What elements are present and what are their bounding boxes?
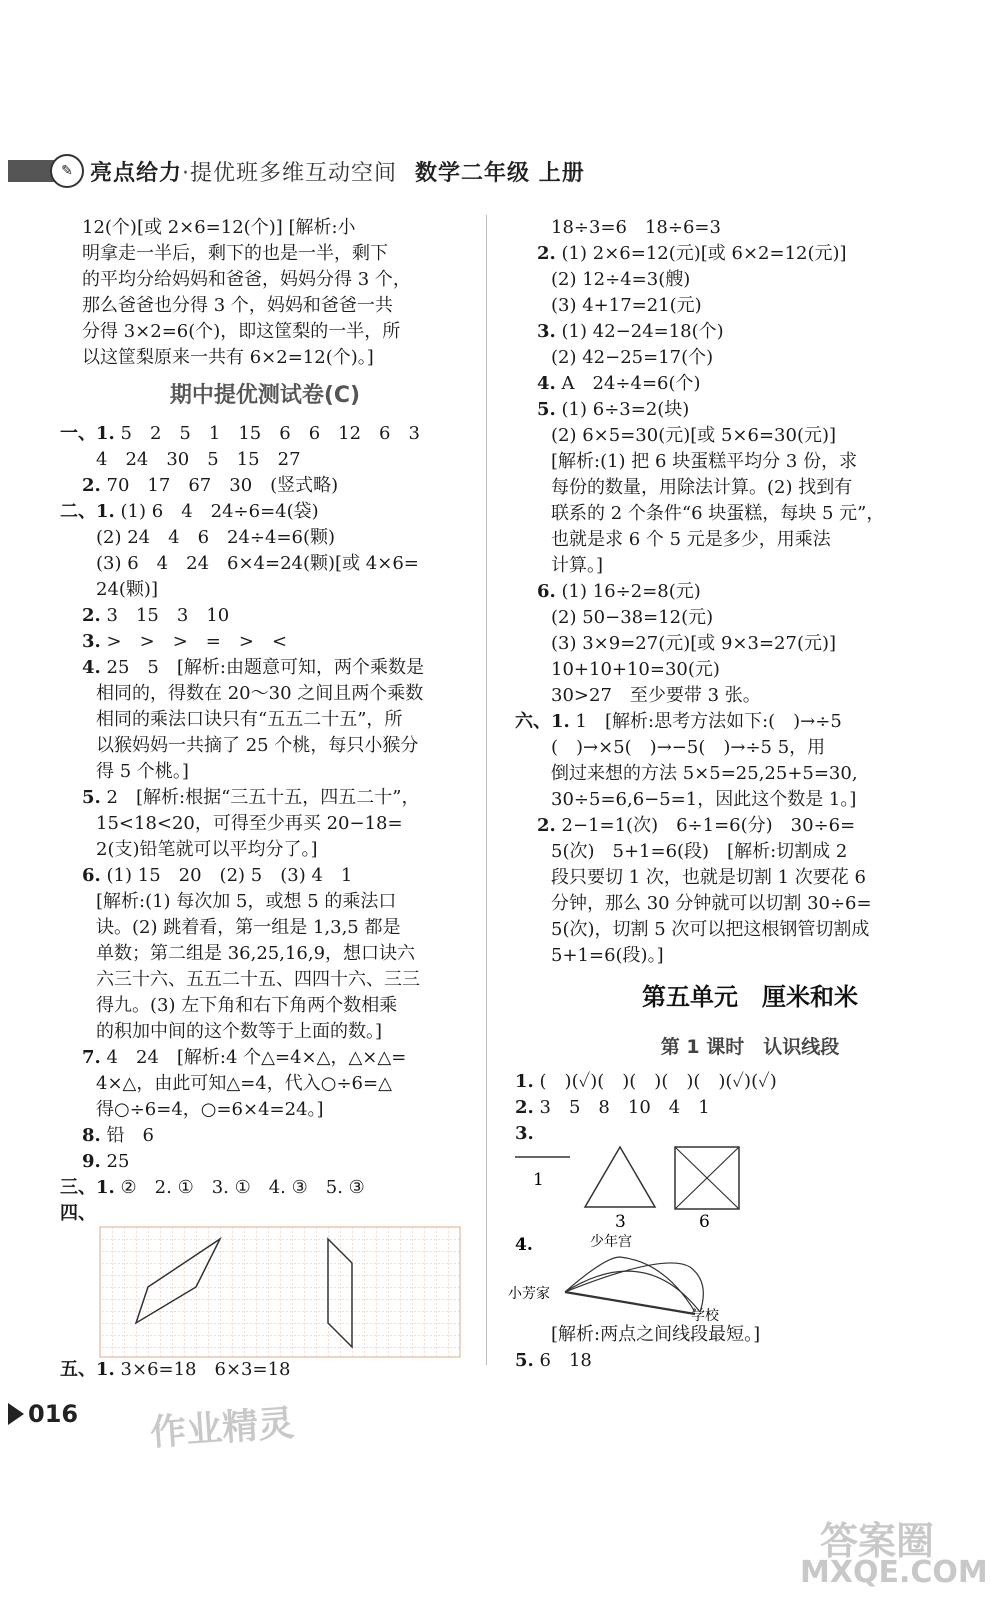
question-number: 2. bbox=[537, 243, 556, 264]
answer-text: 30>27 至少要带 3 张。 bbox=[551, 685, 761, 706]
answer-line: 的平均分给妈妈和爸爸，妈妈分得 3 个， bbox=[82, 269, 411, 290]
answer-text: (1) 2×6=12(元)[或 6×2=12(元)] bbox=[561, 243, 847, 264]
answer-text: 1 [解析:思考方法如下:( )→÷5 bbox=[575, 711, 842, 732]
question-number: 5. bbox=[537, 399, 556, 420]
title-separator: · bbox=[182, 161, 191, 186]
question-number: 6. bbox=[82, 865, 101, 886]
answer-text: 得 5 个桃。] bbox=[96, 761, 189, 782]
question-number: 8. bbox=[82, 1125, 101, 1146]
answer-text: (2) 42−25=17(个) bbox=[551, 347, 714, 368]
answer-text: 得九。(3) 左下角和右下角两个数相乘 bbox=[96, 995, 398, 1016]
answer-line bbox=[515, 1095, 985, 1121]
answer-line bbox=[515, 865, 985, 891]
answer-line bbox=[60, 759, 470, 785]
answer-line bbox=[60, 1149, 470, 1175]
answer-line bbox=[515, 917, 985, 943]
question-number: 一、1. bbox=[60, 423, 115, 444]
answer-line: 12(个)[或 2×6=12(个)] [解析:小 bbox=[82, 217, 356, 238]
question-number: 3. bbox=[537, 321, 556, 342]
answer-text: 2 [解析:根据“三五十五，四五二十”， bbox=[106, 787, 420, 808]
answer-text: 每份的数量，用除法计算。(2) 找到有 bbox=[551, 477, 853, 498]
answer-line bbox=[515, 527, 985, 553]
question-number: 三、1. bbox=[60, 1177, 115, 1198]
answer-line bbox=[60, 1071, 470, 1097]
answer-text: ② 2. ① 3. ① 4. ③ 5. ③ bbox=[120, 1177, 365, 1198]
answer-text: 4×△，由此可知△=4，代入○÷6=△ bbox=[96, 1073, 392, 1094]
answer-line bbox=[60, 837, 470, 863]
answer-line bbox=[60, 1357, 470, 1383]
answer-line bbox=[515, 683, 985, 709]
answer-text: [解析:两点之间线段最短。] bbox=[551, 1324, 761, 1345]
answer-line bbox=[515, 267, 985, 293]
question-number: 六、1. bbox=[515, 711, 570, 732]
curved-route bbox=[565, 1271, 700, 1312]
answer-text: 3×6=18 6×3=18 bbox=[120, 1359, 291, 1380]
answer-text: 2−1=1(次) 6÷1=6(分) 30÷6= bbox=[561, 815, 856, 836]
answer-line bbox=[515, 423, 985, 449]
answer-line bbox=[515, 839, 985, 865]
question-number: 4. bbox=[537, 373, 556, 394]
answer-line bbox=[60, 1019, 470, 1045]
answer-text: 10+10+10=30(元) bbox=[551, 659, 720, 680]
answer-line bbox=[515, 371, 985, 397]
answer-line bbox=[60, 967, 470, 993]
watermark: MXQE.COM bbox=[800, 1555, 988, 1590]
answer-text: 5(次)，切割 5 次可以把这根钢管切割成 bbox=[551, 919, 870, 940]
answer-line bbox=[60, 1123, 470, 1149]
answer-line bbox=[515, 891, 985, 917]
answer-text: 也就是求 6 个 5 元是多少，用乘法 bbox=[551, 529, 831, 550]
answer-line bbox=[60, 473, 470, 499]
answer-text: 相同的乘法口诀只有“五五二十五”，所 bbox=[96, 709, 403, 730]
right-answer-list bbox=[515, 215, 985, 969]
answer-line bbox=[60, 603, 470, 629]
watermark: 作业精灵 bbox=[148, 1403, 296, 1454]
left-answer-list bbox=[60, 421, 470, 1201]
answer-line bbox=[60, 1097, 470, 1123]
answer-line bbox=[515, 1322, 985, 1348]
book-name: 数学二年级 上册 bbox=[415, 161, 585, 186]
answer-line bbox=[515, 293, 985, 319]
answer-text: 六三十六、五五二十五、四四十六、三三 bbox=[96, 969, 420, 990]
column-divider bbox=[486, 215, 487, 1365]
grid-figure bbox=[100, 1227, 460, 1357]
answer-text: [解析:(1) 每次加 5，或想 5 的乘法口 bbox=[96, 891, 397, 912]
answer-text: 分钟，那么 30 分钟就可以切割 30÷6= bbox=[551, 893, 872, 914]
answer-line bbox=[60, 889, 470, 915]
question-number: 2. bbox=[82, 475, 101, 496]
unit-title: 第五单元 厘米和米 bbox=[642, 983, 858, 1011]
place-label-school: 学校 bbox=[691, 1308, 719, 1324]
grid-background bbox=[100, 1227, 460, 1357]
answer-line bbox=[515, 345, 985, 371]
answer-text: 单数；第二组是 36,25,16,9，想口诀六 bbox=[96, 943, 416, 964]
question-number: 6. bbox=[537, 581, 556, 602]
brand-name: 亮点给力 bbox=[90, 161, 183, 186]
answer-line bbox=[60, 421, 470, 447]
lesson-title: 第 1 课时 认识线段 bbox=[660, 1036, 840, 1058]
answer-line bbox=[515, 735, 985, 761]
play-triangle-icon bbox=[8, 1403, 24, 1425]
triangle-shape bbox=[585, 1147, 655, 1207]
answer-line bbox=[515, 449, 985, 475]
answer-text: 2(支)铅笔就可以平均分了。] bbox=[96, 839, 318, 860]
route-map bbox=[508, 1232, 985, 1324]
answer-text: 以猴妈妈一共摘了 25 个桃，每只小猴分 bbox=[96, 735, 419, 756]
answer-line bbox=[515, 215, 985, 241]
answer-line bbox=[515, 813, 985, 839]
answer-line bbox=[60, 655, 470, 681]
answer-line bbox=[515, 605, 985, 631]
answer-text: 25 5 [解析:由题意可知，两个乘数是 bbox=[106, 657, 424, 678]
answer-text: ( )→×5( )→−5( )→÷5 5，用 bbox=[551, 737, 826, 758]
question-number: 3. bbox=[515, 1123, 534, 1144]
answer-text: 70 17 67 30 (竖式略) bbox=[106, 475, 339, 496]
answer-line bbox=[60, 941, 470, 967]
answer-text: 4 24 [解析:4 个△=4×△，△×△= bbox=[106, 1047, 407, 1068]
series-name: 提优班多维互动空间 bbox=[190, 161, 398, 186]
answer-line bbox=[60, 863, 470, 889]
question-number: 3. bbox=[82, 631, 101, 652]
answer-text: 6 18 bbox=[539, 1350, 592, 1371]
brand-logo-icon: ✎ bbox=[50, 154, 84, 188]
header-title bbox=[90, 156, 585, 187]
answer-text: ( )(✓)( )( )( )( )(✓)(✓) bbox=[539, 1071, 777, 1092]
answer-text: 25 bbox=[106, 1151, 130, 1172]
answer-text: 计算。] bbox=[551, 555, 604, 576]
answer-text: 5 2 5 1 15 6 6 12 6 3 bbox=[120, 423, 420, 444]
answer-text: 5(次) 5+1=6(段) [解析:切割成 2 bbox=[551, 841, 848, 862]
answer-text: 4 24 30 5 15 27 bbox=[96, 449, 301, 470]
answer-text: [解析:(1) 把 6 块蛋糕平均分 3 份，求 bbox=[551, 451, 858, 472]
answer-line bbox=[60, 525, 470, 551]
answer-line bbox=[515, 397, 985, 423]
answer-line bbox=[60, 1045, 470, 1071]
right-column bbox=[508, 215, 985, 1374]
answer-line bbox=[515, 761, 985, 787]
answer-text: 30÷5=6,6−5=1，因此这个数是 1。] bbox=[551, 789, 857, 810]
answer-line: 以这筐梨原来一共有 6×2=12(个)。] bbox=[82, 347, 374, 368]
segment-drawing bbox=[515, 1147, 985, 1232]
segment-count-label: 1 bbox=[533, 1170, 544, 1190]
answer-line: 明拿走一半后，剩下的也是一半，剩下 bbox=[82, 243, 388, 264]
answer-line bbox=[60, 629, 470, 655]
answer-text: > > > = > < bbox=[106, 631, 288, 652]
question-number: 4. bbox=[515, 1235, 533, 1255]
answer-text: (1) 6 4 24÷6=4(袋) bbox=[120, 501, 319, 522]
watermark: 答案圈 bbox=[820, 1519, 935, 1563]
grid-drawing bbox=[100, 1227, 460, 1357]
answer-text: (3) 4+17=21(元) bbox=[551, 295, 702, 316]
answer-line bbox=[515, 787, 985, 813]
left-intro-block bbox=[60, 215, 470, 371]
answer-text: (1) 16÷2=8(元) bbox=[561, 581, 701, 602]
answer-line bbox=[60, 785, 470, 811]
page-header bbox=[8, 150, 992, 190]
answer-line: 分得 3×2=6(个)，即这筐梨的一半，所 bbox=[82, 321, 401, 342]
question-number: 1. bbox=[515, 1071, 534, 1092]
answer-line bbox=[515, 501, 985, 527]
question-number: 4. bbox=[82, 657, 101, 678]
answer-line bbox=[515, 241, 985, 267]
answer-text: 18÷3=6 18÷6=3 bbox=[551, 217, 721, 238]
place-label-home: 小芳家 bbox=[508, 1286, 550, 1302]
answer-line bbox=[60, 993, 470, 1019]
answer-text: 得○÷6=4，○=6×4=24。] bbox=[96, 1099, 324, 1120]
place-label-youth-palace: 少年宫 bbox=[590, 1234, 632, 1250]
answer-text: 段只要切 1 次，也就是切割 1 次要花 6 bbox=[551, 867, 866, 888]
question-number: 二、1. bbox=[60, 501, 115, 522]
answer-line bbox=[515, 553, 985, 579]
triangle-count-label: 3 bbox=[615, 1212, 626, 1232]
answer-text: 铅 6 bbox=[106, 1125, 154, 1146]
question-number: 9. bbox=[82, 1151, 101, 1172]
answer-text: (1) 42−24=18(个) bbox=[561, 321, 724, 342]
question-number: 2. bbox=[515, 1097, 534, 1118]
question-number: 四、 bbox=[60, 1203, 96, 1224]
answer-text: (1) 6÷3=2(块) bbox=[561, 399, 690, 420]
answer-text: (2) 12÷4=3(艘) bbox=[551, 269, 691, 290]
answer-line bbox=[60, 1201, 470, 1227]
answer-text: 15<18<20，可得至少再买 20−18= bbox=[96, 813, 403, 834]
question-number: 2. bbox=[82, 605, 101, 626]
answer-line bbox=[515, 579, 985, 605]
answer-line bbox=[60, 1175, 470, 1201]
answer-line bbox=[515, 1348, 985, 1374]
answer-line: 那么爸爸也分得 3 个，妈妈和爸爸一共 bbox=[82, 295, 393, 316]
question-number: 5. bbox=[515, 1350, 534, 1371]
answer-text: A 24÷4=6(个) bbox=[561, 373, 701, 394]
answer-line bbox=[60, 499, 470, 525]
answer-text: 的积加中间的这个数等于上面的数。] bbox=[96, 1021, 383, 1042]
answer-line bbox=[515, 943, 985, 969]
answer-line bbox=[60, 811, 470, 837]
answer-text: 3 15 3 10 bbox=[106, 605, 230, 626]
answer-text: (2) 6×5=30(元)[或 5×6=30(元)] bbox=[551, 425, 837, 446]
answer-text: 倒过来想的方法 5×5=25,25+5=30, bbox=[551, 763, 858, 784]
answer-line bbox=[60, 551, 470, 577]
answer-line bbox=[515, 1069, 985, 1095]
page-number-text: 016 bbox=[28, 1400, 79, 1428]
answer-line bbox=[60, 447, 470, 473]
question-number: 5. bbox=[82, 787, 101, 808]
answer-text: 联系的 2 个条件“6 块蛋糕，每块 5 元”， bbox=[551, 503, 885, 524]
answer-text: 诀。(2) 跳着看，第一组是 1,3,5 都是 bbox=[96, 917, 401, 938]
answer-text: (2) 24 4 6 24÷4=6(颗) bbox=[96, 527, 336, 548]
answer-text: 相同的，得数在 20～30 之间且两个乘数 bbox=[96, 683, 424, 704]
answer-line bbox=[515, 709, 985, 735]
unit-answer-list bbox=[515, 1069, 985, 1147]
segment-figures bbox=[515, 1147, 985, 1232]
answer-line bbox=[60, 577, 470, 603]
route-drawing bbox=[508, 1232, 985, 1324]
square-count-label: 6 bbox=[699, 1212, 710, 1232]
answer-line bbox=[515, 631, 985, 657]
answer-line bbox=[515, 475, 985, 501]
answer-line bbox=[515, 319, 985, 345]
section-title: 期中提优测试卷(C) bbox=[169, 383, 361, 408]
question-number: 五、1. bbox=[60, 1359, 115, 1380]
answer-text: (3) 6 4 24 6×4=24(颗)[或 4×6= bbox=[96, 553, 419, 574]
answer-line bbox=[60, 707, 470, 733]
answer-line bbox=[60, 681, 470, 707]
answer-line bbox=[60, 733, 470, 759]
answer-line bbox=[515, 657, 985, 683]
answer-line bbox=[515, 1121, 985, 1147]
question-number: 2. bbox=[537, 815, 556, 836]
straight-route bbox=[565, 1292, 695, 1314]
answer-text: (1) 15 20 (2) 5 (3) 4 1 bbox=[106, 865, 353, 886]
page-number bbox=[8, 1400, 78, 1428]
left-column bbox=[60, 215, 470, 1383]
answer-text: (3) 3×9=27(元)[或 9×3=27(元)] bbox=[551, 633, 837, 654]
question-number: 7. bbox=[82, 1047, 101, 1068]
answer-text: (2) 50−38=12(元) bbox=[551, 607, 714, 628]
answer-line bbox=[60, 915, 470, 941]
answer-text: 24(颗)] bbox=[96, 579, 158, 600]
answer-text: 5+1=6(段)。] bbox=[551, 945, 664, 966]
answer-text: 3 5 8 10 4 1 bbox=[539, 1097, 710, 1118]
